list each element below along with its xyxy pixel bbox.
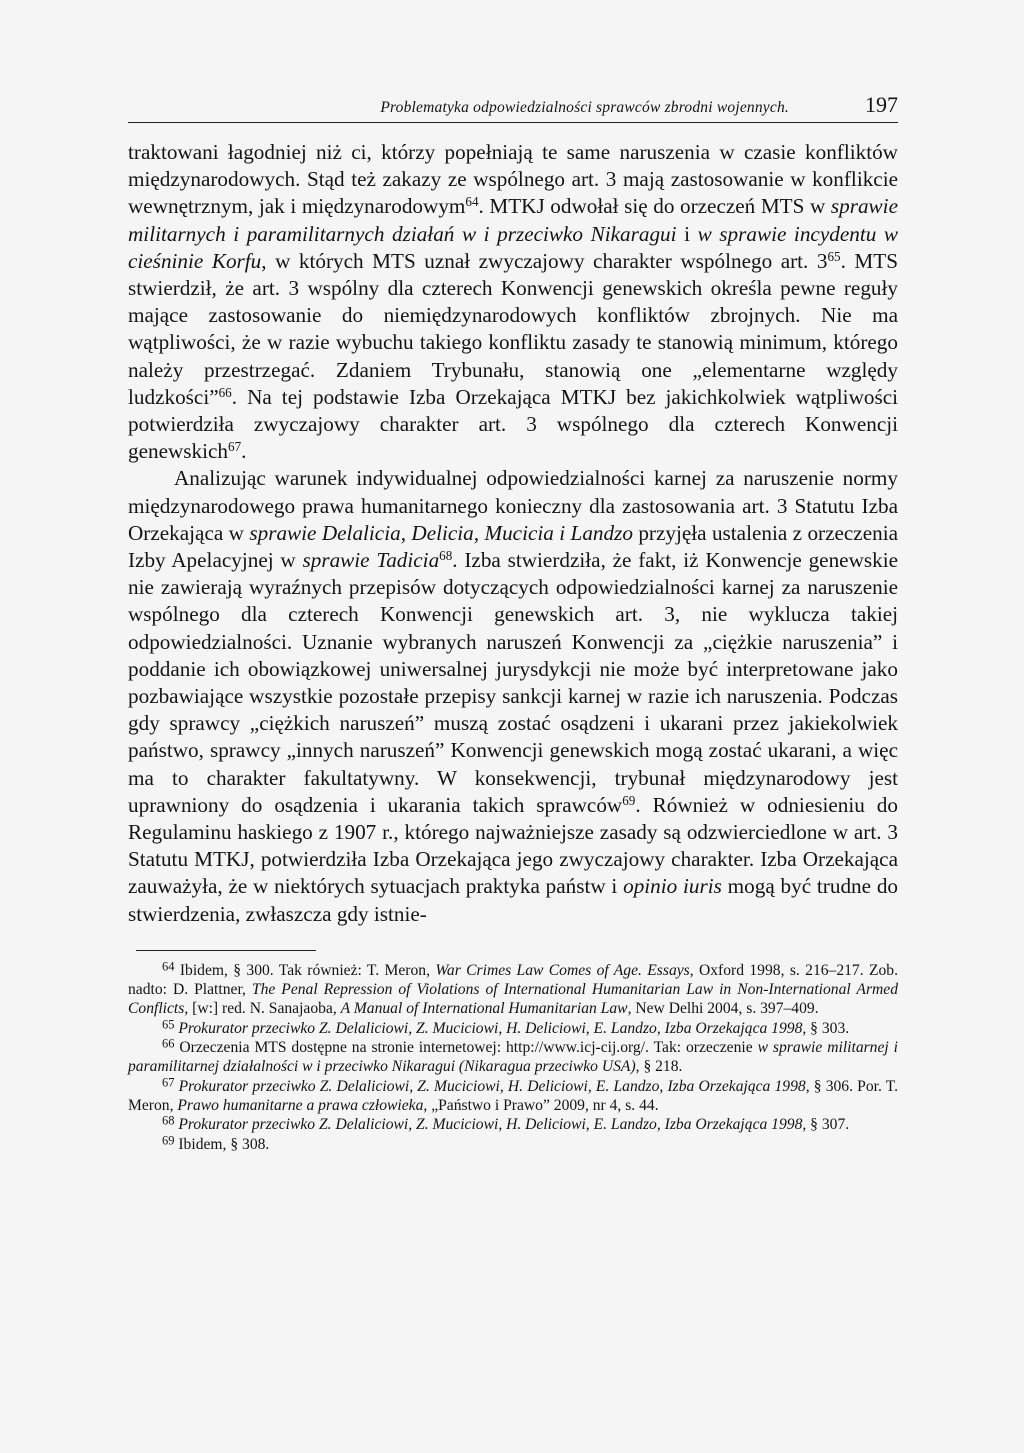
- text-run: , § 218.: [635, 1058, 683, 1076]
- footnote-reference: 64: [162, 959, 175, 974]
- body-paragraph: [128, 139, 898, 465]
- page-number: 197: [865, 92, 898, 117]
- footnote-reference: 65: [162, 1017, 175, 1032]
- text-run: Ibidem, § 300. Tak również: T. Meron,: [174, 961, 436, 979]
- italic-text: War Crimes Law Comes of Age. Essays: [435, 961, 690, 979]
- text-run: Orzeczenia MTS dostępne na stronie internetowej: http://www.icj-cij.org/. Tak: orzeczenie: [174, 1039, 758, 1057]
- footnote-reference: 69: [622, 792, 636, 808]
- italic-text: sprawie Tadicia: [302, 548, 440, 573]
- text-run: . MTKJ odwołał się do orzeczeń MTS w: [478, 194, 831, 219]
- footnote-reference: 69: [162, 1133, 175, 1148]
- italic-text: Prokurator przeciwko Z. Delaliciowi, Z. Muciciowi, H. Deliciowi, E. Landzo, Izba Orzekająca 1998: [178, 1019, 803, 1037]
- text-run: , § 307.: [802, 1116, 850, 1134]
- running-title: Problematyka odpowiedzialności sprawców zbrodni wojennych.: [380, 99, 789, 116]
- italic-text: sprawie militarnych i paramilitarnych działań w i przeciwko Nikaragui: [128, 194, 898, 246]
- italic-text: Prokurator przeciwko Z. Delaliciowi, Z. Muciciowi, H. Deliciowi, E. Landzo, Izba Orzekająca 1998: [178, 1116, 803, 1134]
- text-run: . MTS stwierdził, że art. 3 wspólny dla czterech Konwencji genewskich określa pewne reguły mające zastosowanie do niemiędzynarodowych konfliktów zbrojnych. Nie ma wątpliwości, że w razie wybuchu takiego konfliktu zasady te stanowią minimum, którego należy przestrzegać. Zdaniem Trybunału, stanowią one „elementarne względy ludzkości”: [128, 248, 898, 409]
- footnote-reference: 68: [439, 547, 453, 563]
- text-run: , New Delhi 2004, s. 397–409.: [627, 1000, 819, 1018]
- text-run: Analizując warunek indywidualnej odpowiedzialności karnej za naruszenie normy międzynarodowego prawa humanitarnego konieczny dla zastosowania art. 3 Statutu Izba Orzekająca w: [128, 466, 898, 545]
- text-run: i: [676, 221, 698, 246]
- footnote-separator: [136, 950, 316, 951]
- footnote: [128, 1077, 898, 1116]
- text-run: . Również w odniesieniu do Regulaminu haskiego z 1907 r., którego najważniejsze zasady są odzwierciedlone w art. 3 Statutu MTKJ, potwierdziła Izba Orzekająca jego zwyczajowy charakter. Izba Orzekająca zauważyła, że w niektórych sytuacjach praktyka państw i: [128, 792, 898, 899]
- text-run: mogą być trudne do stwierdzenia, zwłaszcza gdy istnie-: [128, 874, 899, 926]
- footnote-reference: 66: [162, 1036, 175, 1051]
- text-run: przyjęła ustalenia z orzeczenia Izby Apelacyjnej w: [128, 520, 899, 573]
- italic-text: sprawie Delalicia, Delicia, Mucicia i Landzo: [249, 520, 633, 545]
- text-run: .: [241, 439, 247, 464]
- italic-text: opinio iuris: [623, 874, 722, 899]
- text-run: , § 306. Por. T. Meron,: [128, 1077, 898, 1114]
- text-run: . Na tej podstawie Izba Orzekająca MTKJ bez jakichkolwiek wątpliwości potwierdziła zwyczajowy charakter art. 3 wspólnego dla czterech Konwencji genewskich: [128, 384, 898, 464]
- italic-text: A Manual of International Humanitarian Law: [340, 1000, 628, 1018]
- footnote-reference: 66: [218, 384, 232, 400]
- italic-text: Prokurator przeciwko Z. Delaliciowi, Z. Muciciowi, H. Deliciowi, E. Landzo, Izba Orzekająca 1998: [178, 1077, 806, 1095]
- italic-text: w sprawie militarnej i paramilitarnej działalności w i przeciwko Nikaragui (Nikaragua przeciwko USA): [128, 1039, 898, 1076]
- text-run: . Izba stwierdziła, że fakt, iż Konwencje genewskie nie zawierają wyraźnych przepisów dotyczących odpowiedzialności karnej za naruszenie wspólnego dla czterech Konwencji genewskich art. 3, nie wyklucza takiej odpowiedzialności. Uznanie wybranych naruszeń Konwencji za „ciężkie naruszenia” i poddanie ich obowiązkowej uniwersalnej jurysdykcji nie może być interpretowane jako pozbawiające wszystkie pozostałe przepisy sankcji karnej w razie ich naruszenia. Podczas gdy sprawcy „ciężkich naruszeń” muszą zostać osądzeni i ukarani przez jakiekolwiek państwo, sprawcy „innych naruszeń” Konwencji genewskich mogą zostać ukarani, a więc ma to charakter fakultatywny. W konsekwencji, trybunał międzynarodowy jest uprawniony do osądzenia i ukarania takich sprawców: [128, 548, 899, 817]
- text-run: Ibidem, § 308.: [174, 1135, 270, 1153]
- italic-text: Prawo humanitarne a prawa człowieka: [177, 1096, 424, 1114]
- text-run: traktowani łagodniej niż ci, którzy popełniają te same naruszenia w czasie konfliktów międzynarodowych. Stąd też zakazy ze wspólnego art. 3 mają zastosowanie w konflikcie wewnętrznym, jak i międzynarodowym: [128, 140, 898, 219]
- italic-text: w sprawie incydentu w cieśninie Korfu: [128, 221, 898, 273]
- footnote-reference: 65: [827, 248, 841, 264]
- body-paragraph: [128, 465, 898, 927]
- footnote-reference: 67: [162, 1075, 175, 1090]
- footnote: [128, 1135, 898, 1154]
- footnote: [128, 1115, 898, 1134]
- page-header: [128, 92, 898, 123]
- text-run: , w których MTS uznał zwyczajowy charakter wspólnego art. 3: [261, 248, 828, 273]
- footnote: [128, 1019, 898, 1038]
- footnote: [128, 961, 898, 1019]
- text-run: , „Państwo i Prawo” 2009, nr 4, s. 44.: [423, 1096, 659, 1114]
- footnotes: [128, 961, 898, 1154]
- main-text: [128, 139, 898, 928]
- text-run: , § 303.: [802, 1019, 850, 1037]
- footnote-reference: 67: [228, 439, 242, 455]
- footnote: [128, 1038, 898, 1077]
- document-page: [128, 92, 898, 1154]
- italic-text: The Penal Repression of Violations of International Humanitarian Law in Non-International Armed Conflicts: [128, 981, 898, 1018]
- footnote-reference: 64: [465, 194, 479, 210]
- text-run: , Oxford 1998, s. 216–217. Zob. nadto: D. Plattner,: [128, 961, 898, 999]
- text-run: , [w:] red. N. Sanajaoba,: [184, 1000, 341, 1018]
- footnote-reference: 68: [162, 1113, 175, 1128]
